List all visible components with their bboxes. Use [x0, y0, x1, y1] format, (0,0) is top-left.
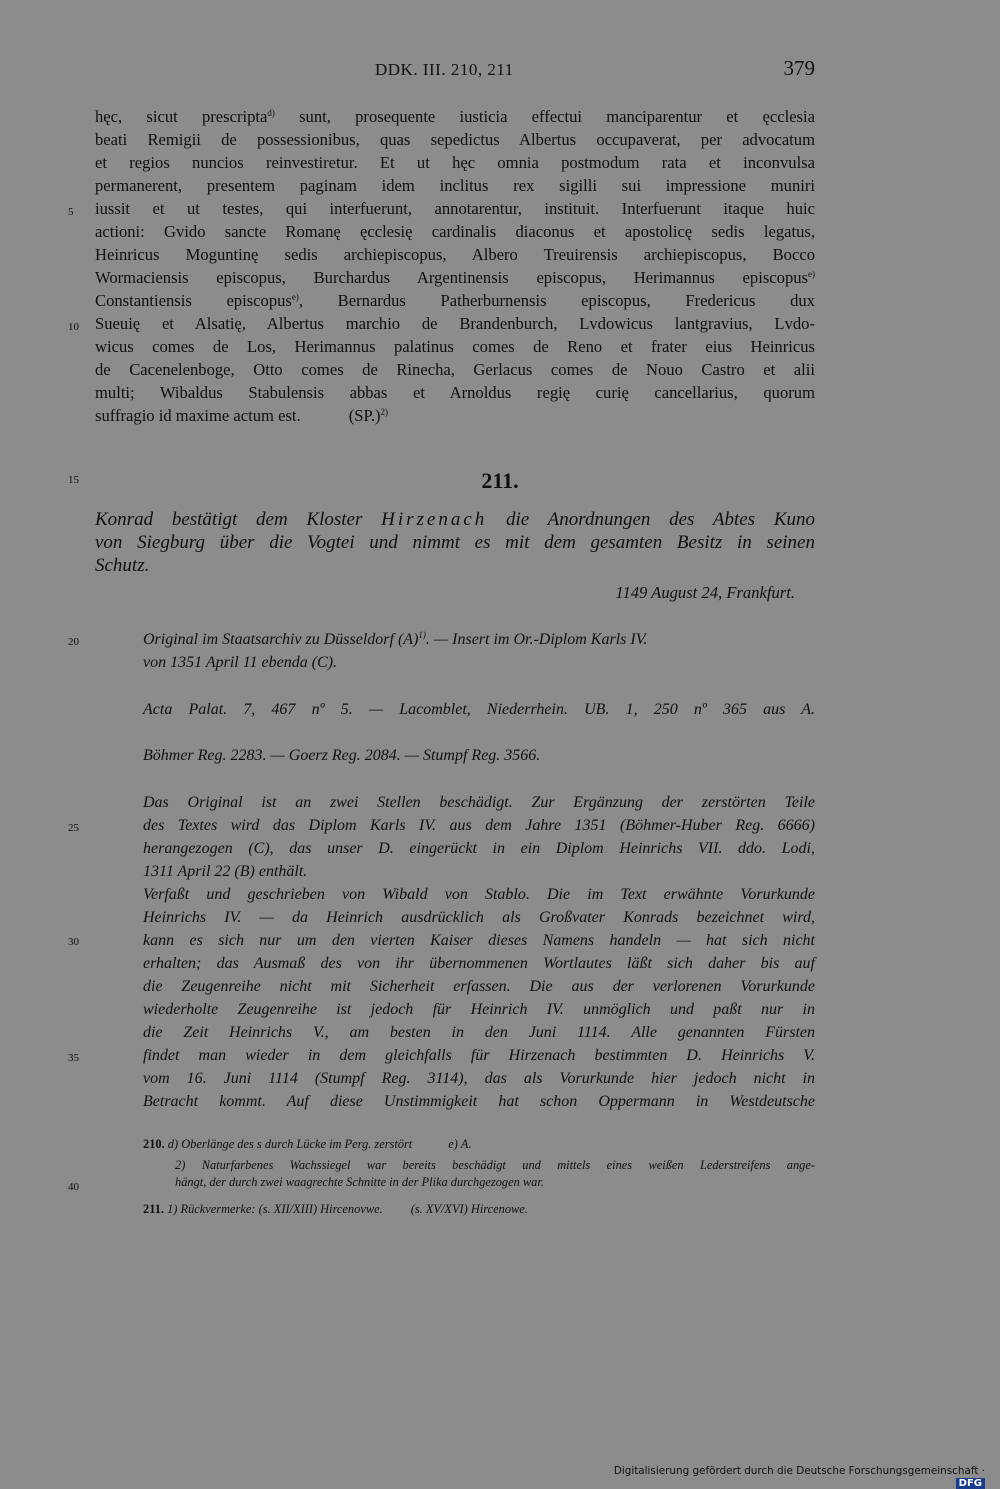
text-line: wicus comes de Los, Herimannus palatinus comes de Reno et frater eius Heinricus — [95, 337, 815, 356]
line-number: 20 — [68, 636, 79, 648]
page-number: 379 — [783, 56, 815, 80]
doc210-text — [95, 105, 815, 427]
text-line: suffragio id maxime actum est. $(SP.)^{2)}$ — [95, 406, 389, 425]
footnote-210: 210. d) Oberlänge des s durch Lücke im Perg. zerstört e) A. — [143, 1137, 472, 1151]
editions: Acta Palat. 7, 467 nº 5. — Lacomblet, Niederrhein. UB. 1, 250 nº 365 aus A. — [143, 701, 815, 718]
document-number: 211. — [481, 468, 519, 493]
text-line: Constantiensis episcopus$^{e)}$, Bernardus Patherburnensis episcopus, Fredericus dux — [95, 291, 815, 310]
text-line: et regios nuncios reinvestiretur. Et ut hęc omnia postmodum rata et inconvulsa — [95, 153, 815, 172]
tradition: Original im Staatsarchiv zu Düsseldorf $(A)^{1)}$. — Insert im Or.-Diplom Karls IV. von 1351 April 11 ebenda (C). — [143, 630, 648, 671]
line-number: 30 — [68, 936, 79, 948]
dfg-logo: DFG — [956, 1478, 985, 1489]
funding-footer — [600, 1465, 985, 1489]
line-number: 15 — [68, 474, 79, 486]
commentary: Das Original ist an zwei Stellen beschädigt. Zur Ergänzung der zerstörten Teile des Textes wird das Diplom Karls IV. aus dem Jahre 1351 (Böhmer-Huber Reg. 6666) herangezogen (C), das unser D. eingerückt in ein Diplom Heinrichs VII. ddo. Lodi, 1311 April 22 (B) enthält. Verfaßt und geschrieben von Wibald von Stablo. Die im Text erwähnte Vorurkunde Heinrichs IV. — da Heinrich ausdrücklich als Großvater Konrads bezeichnet wird, kann es sich nur um den vierten Kaiser dieses Namens handeln — hat sich nicht erhalten; das Ausmaß des von ihr übernommenen Wortlautes läßt sich daher bis auf die Zeugenreihe nicht mit Sicherheit erfassen. Die aus der verlorenen Vorurkunde wiederholte Zeugenreihe ist jedoch für Heinrich IV. unmöglich und paßt nur in die Zeit Heinrichs V., am besten in den Juni 1114. Alle genannten Fürsten findet man wieder in dem gleichfalls für Hirzenach bestimmten D. Heinrichs V. vom 16. Juni 1114 (Stumpf Reg. 3114), das als Vorurkunde hier jedoch nicht in Betracht kommt. Auf diese Unstimmigkeit hat schon Oppermann in Westdeutsche — [143, 794, 815, 1110]
regests-list: Böhmer Reg. 2283. — Goerz Reg. 2084. — Stumpf Reg. 3566. — [143, 747, 541, 764]
text-line: permanerent, presentem paginam idem inclitus rex sigilli sui impressione muniri — [95, 176, 815, 195]
funding-text: Digitalisierung gefördert durch die Deutsche Forschungsgemeinschaft · — [613, 1465, 985, 1477]
text-line: actioni: Gvido sancte Romanę ęcclesię cardinalis diaconus et apostolicę sedis legatus, — [95, 222, 815, 241]
line-number: 35 — [68, 1052, 79, 1064]
running-header — [95, 56, 815, 86]
text-line: Heinricus Moguntinę sedis archiepiscopus, Albero Treuirensis archiepiscopus, Bocco — [95, 245, 815, 264]
line-number: 5 — [68, 206, 74, 218]
text-line: Wormaciensis episcopus, Burchardus Argentinensis episcopus, Herimannus episcopus$^{e)}$ — [95, 268, 815, 287]
text-line: beati Remigii de possessionibus, quas sepedictus Albertus occupaverat, per advocatum — [95, 130, 815, 149]
line-number: 10 — [68, 321, 79, 333]
line-number: 40 — [68, 1181, 79, 1193]
text-line: multi; Wibaldus Stabulensis abbas et Arnoldus regię curię cancellarius, quorum — [95, 383, 815, 402]
line-number: 25 — [68, 822, 79, 834]
seal-mark: (SP.) — [348, 406, 381, 425]
place-name: Hirzenach — [381, 509, 488, 530]
footnote-210-2: 2) Naturfarbenes Wachssiegel war bereits beschädigt und mittels eines weißen Lederstreifens ange- — [175, 1158, 815, 1172]
footnote-211: 211. 1) Rückvermerke: (s. XII/XIII) Hircenovwe. (s. XV/XVI) Hircenowe. — [143, 1202, 528, 1216]
header-title: DDK. III. 210, 211 — [375, 60, 514, 79]
text-line: iussit et ut testes, qui interfuerunt, annotarentur, instituit. Interfuerunt itaque huic — [95, 199, 815, 218]
text-line: de Cacenelenboge, Otto comes de Rinecha, Gerlacus comes de Nouo Castro et alii — [95, 360, 815, 379]
footnotes: 210. d) Oberlänge des s durch Lücke im Perg. zerstört e) A. 2) Naturfarbenes Wachssiegel war bereits beschädigt und mittels eines weißen Lederstreifens ange- hängt, der durch zwei waagrechte Schnitte in der Plika durchgezogen war. 211. 1) Rückvermerke: (s. XII/XIII) Hircenovwe. (s. XV/XVI) Hircenowe. — [143, 1137, 815, 1216]
regest: Konrad bestätigt dem Kloster Hirzenach die Anordnungen des Abtes Kuno von Siegburg über die Vogtei und nimmt es mit dem gesamten Besitz in seinen Schutz. — [95, 509, 815, 576]
text-line: hęc, sicut prescripta$^{d)}$ sunt, prosequente iusticia effectui manciparentur et ęcclesia — [95, 107, 815, 126]
issue-date: 1149 August 24, Frankfurt. — [615, 583, 795, 602]
text-line: Sueuię et Alsatię, Albertus marchio de Brandenburch, Lvdowicus lantgravius, Lvdo- — [95, 314, 815, 333]
